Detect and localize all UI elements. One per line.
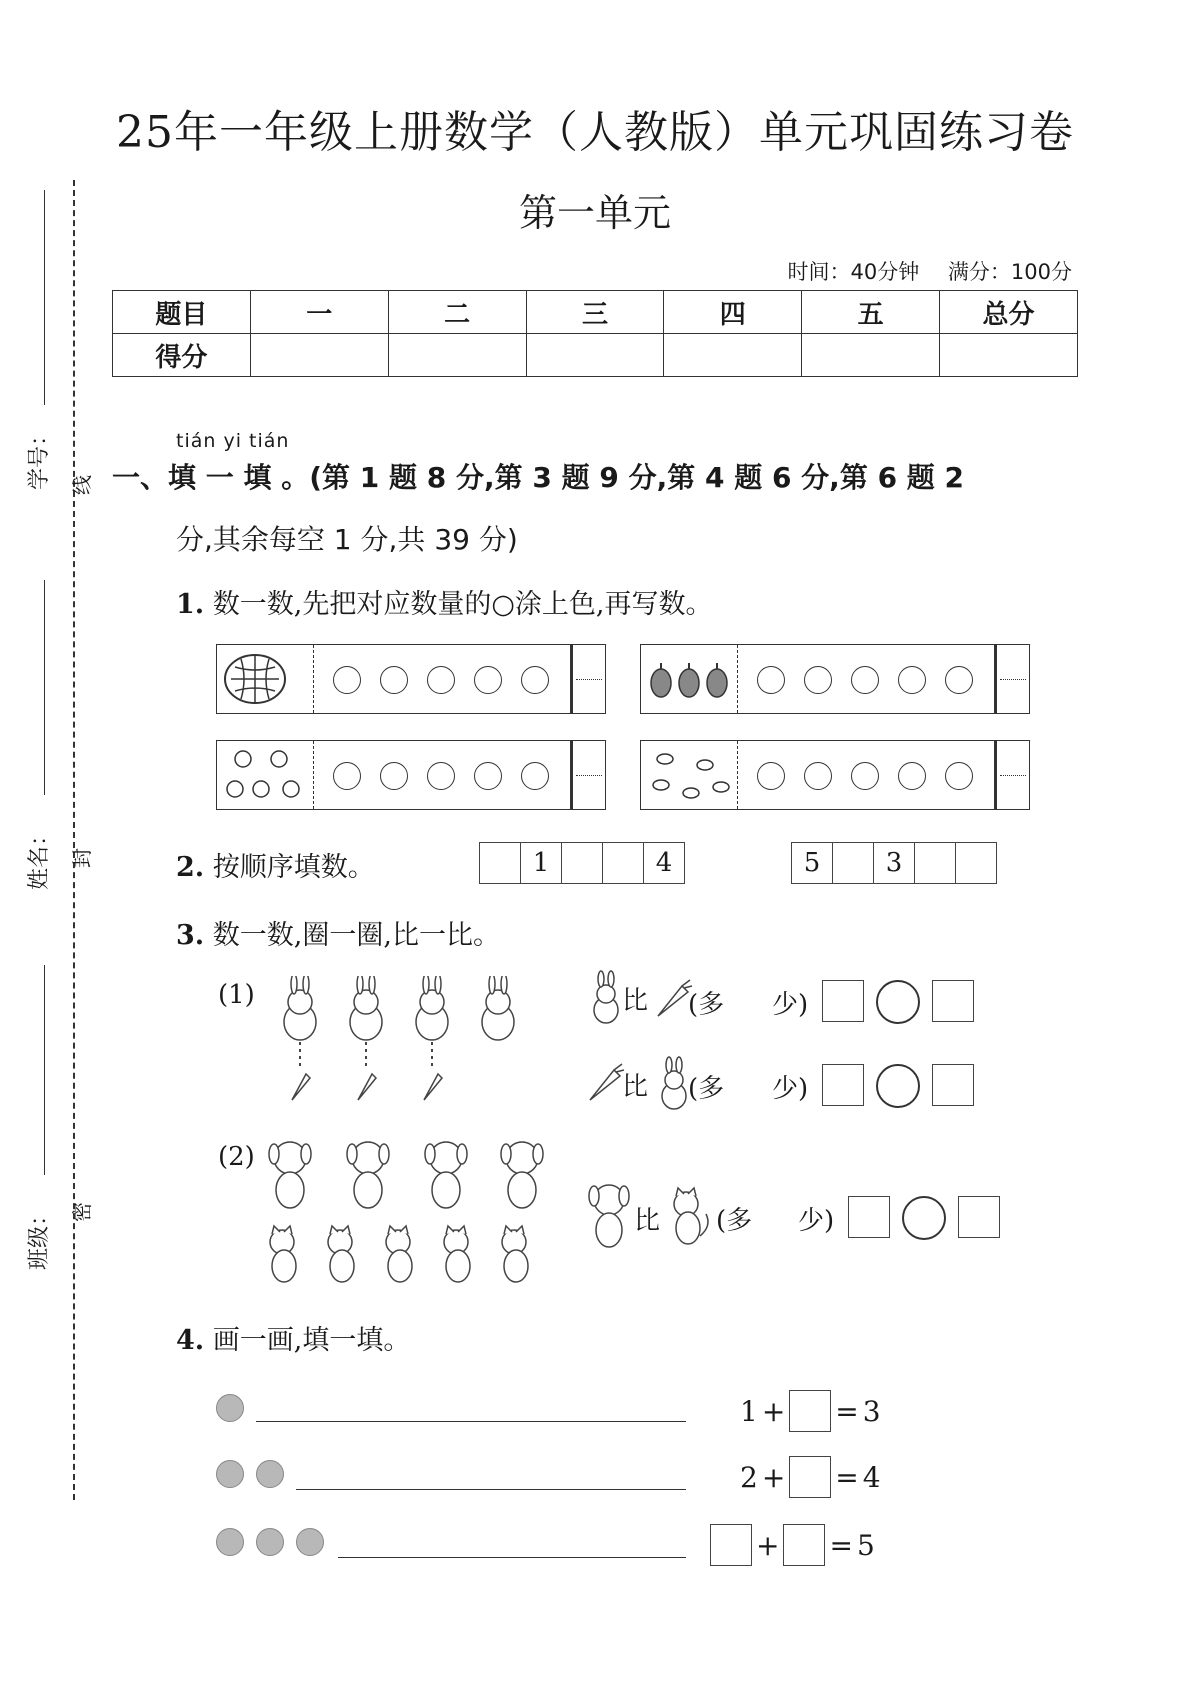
full-score: 满分：100分 — [947, 260, 1072, 284]
chick-icon — [217, 741, 314, 809]
answer-box[interactable] — [783, 1524, 825, 1566]
sequence-row-1 — [480, 842, 685, 882]
answer-box[interactable] — [822, 1064, 864, 1106]
sum: 5 — [856, 1528, 875, 1562]
class-label: 班级： — [27, 1203, 52, 1270]
answer-box[interactable] — [848, 1196, 890, 1238]
score-cell[interactable] — [250, 334, 388, 377]
sequence-cell: 3 — [873, 842, 915, 884]
score-header-cell: 五 — [802, 291, 940, 334]
section-pinyin: tián yi tián — [176, 430, 290, 452]
plus-sign: + — [761, 1460, 786, 1494]
option-more[interactable]: (多 — [688, 1074, 725, 1104]
color-circle[interactable] — [427, 666, 455, 694]
compare-circle[interactable] — [876, 1064, 920, 1108]
score-table-header-row — [113, 291, 1078, 334]
dog-icon — [582, 1180, 636, 1254]
answer-box[interactable] — [789, 1456, 831, 1498]
equation-1 — [740, 1390, 881, 1432]
color-circle[interactable] — [380, 762, 408, 790]
option-less[interactable]: 少) — [798, 1206, 835, 1236]
sequence-cell[interactable] — [602, 842, 644, 884]
name-label: 姓名： — [27, 823, 52, 890]
compare-circle[interactable] — [902, 1196, 946, 1240]
rabbit-icon — [586, 970, 626, 1030]
sequence-cell: 1 — [520, 842, 562, 884]
question-3 — [176, 913, 500, 952]
answer-box[interactable] — [932, 1064, 974, 1106]
question-text: 画一画,填一填。 — [212, 1325, 411, 1356]
answer-box[interactable] — [710, 1524, 752, 1566]
color-circle[interactable] — [427, 762, 455, 790]
count-strip-watermelon — [216, 644, 606, 714]
binding-dotted-line — [73, 180, 75, 1500]
question-number: 4. — [176, 1325, 205, 1356]
watermelon-icon — [217, 645, 314, 713]
score-row-label: 得分 — [113, 334, 251, 377]
color-circle[interactable] — [898, 666, 926, 694]
color-circle[interactable] — [521, 666, 549, 694]
score-header-cell: 四 — [664, 291, 802, 334]
score-header-cell: 一 — [250, 291, 388, 334]
section-1-heading: 一、填 一 填 。(第 1 题 8 分,第 3 题 9 分,第 4 题 6 分,第 6 题 2 — [112, 461, 965, 494]
color-circle[interactable] — [804, 762, 832, 790]
sum: 3 — [862, 1394, 881, 1428]
question-text: 数一数,先把对应数量的○涂上色,再写数。 — [212, 589, 713, 620]
sequence-cell[interactable] — [832, 842, 874, 884]
color-circle[interactable] — [804, 666, 832, 694]
color-circle[interactable] — [945, 762, 973, 790]
sequence-cell: 5 — [791, 842, 833, 884]
compare-word: 比 — [622, 1072, 649, 1102]
color-circle[interactable] — [474, 762, 502, 790]
color-circle[interactable] — [380, 666, 408, 694]
section-1-heading-cont: 分,其余每空 1 分,共 39 分) — [176, 523, 518, 556]
score-cell[interactable] — [664, 334, 802, 377]
rabbit-carrot-illustration — [270, 976, 550, 1110]
score-table — [112, 290, 1078, 377]
sum: 4 — [862, 1460, 881, 1494]
unit-subtitle: 第一单元 — [518, 191, 671, 235]
question-1 — [176, 582, 713, 621]
color-circle[interactable] — [945, 666, 973, 694]
part-1-label: (1) — [218, 980, 255, 1010]
drawing-line[interactable] — [256, 1420, 686, 1422]
color-circle[interactable] — [851, 762, 879, 790]
carrot-icon — [586, 1060, 626, 1108]
score-table-score-row — [113, 334, 1078, 377]
color-circle[interactable] — [898, 762, 926, 790]
answer-box[interactable] — [570, 645, 605, 713]
compare-circle[interactable] — [876, 980, 920, 1024]
addend: 1 — [740, 1394, 758, 1428]
exam-meta — [765, 256, 1072, 286]
score-cell[interactable] — [802, 334, 940, 377]
option-less[interactable]: 少) — [772, 1074, 809, 1104]
color-circle[interactable] — [851, 666, 879, 694]
class-blank-line — [44, 965, 45, 1175]
equation-2 — [740, 1456, 881, 1498]
gray-dot — [216, 1460, 244, 1488]
count-strip-candy — [640, 740, 1030, 810]
answer-box[interactable] — [994, 645, 1029, 713]
color-circle[interactable] — [474, 666, 502, 694]
color-circle[interactable] — [521, 762, 549, 790]
binding-mark-seal: 封 — [70, 848, 94, 868]
gray-dot — [256, 1460, 284, 1488]
score-header-cell: 二 — [388, 291, 526, 334]
question-number: 1. — [176, 589, 205, 620]
binding-mark-line: 线 — [70, 475, 94, 495]
option-more[interactable]: (多 — [716, 1206, 753, 1236]
compare-word: 比 — [622, 986, 649, 1016]
name-blank-line — [44, 580, 45, 795]
equation-3 — [710, 1524, 875, 1566]
plus-sign: + — [756, 1528, 780, 1562]
equals-sign: = — [835, 1460, 859, 1494]
addend: 2 — [740, 1460, 758, 1494]
score-header-cell: 题目 — [113, 291, 251, 334]
sequence-cell[interactable] — [914, 842, 956, 884]
question-number: 3. — [176, 920, 205, 951]
drawing-line[interactable] — [338, 1556, 686, 1558]
question-text: 按顺序填数。 — [212, 852, 375, 883]
equals-sign: = — [829, 1528, 853, 1562]
answer-box[interactable] — [570, 741, 605, 809]
gray-dot — [256, 1528, 284, 1556]
question-2 — [176, 845, 375, 884]
answer-box[interactable] — [958, 1196, 1000, 1238]
color-circle[interactable] — [757, 666, 785, 694]
compare-word: 比 — [634, 1206, 661, 1236]
plus-sign: + — [761, 1394, 786, 1428]
question-4 — [176, 1318, 410, 1357]
eggplant-icon — [641, 645, 738, 713]
candy-icon — [641, 741, 738, 809]
score-cell[interactable] — [526, 334, 664, 377]
score-header-cell: 总分 — [940, 291, 1078, 334]
color-circle[interactable] — [757, 762, 785, 790]
time-limit: 时间：40分钟 — [787, 260, 920, 284]
gray-dot — [216, 1528, 244, 1556]
score-header-cell: 三 — [526, 291, 664, 334]
score-cell[interactable] — [388, 334, 526, 377]
option-more[interactable]: (多 — [688, 990, 725, 1020]
sequence-row-2 — [792, 842, 997, 882]
page-title: 25年一年级上册数学（人教版）单元巩固练习卷 — [116, 107, 1074, 158]
student-no-label: 学号： — [27, 423, 52, 490]
option-less[interactable]: 少) — [772, 990, 809, 1020]
sequence-cell[interactable] — [479, 842, 521, 884]
sequence-cell[interactable] — [561, 842, 603, 884]
gray-dot — [296, 1528, 324, 1556]
question-number: 2. — [176, 852, 205, 883]
drawing-line[interactable] — [296, 1488, 686, 1490]
cat-icon — [666, 1186, 716, 1254]
answer-box[interactable] — [994, 741, 1029, 809]
binding-mark-secret: 密 — [70, 1202, 94, 1222]
sequence-cell[interactable] — [955, 842, 997, 884]
answer-box[interactable] — [932, 980, 974, 1022]
question-text: 数一数,圈一圈,比一比。 — [212, 920, 500, 951]
count-strip-chick — [216, 740, 606, 810]
answer-box[interactable] — [822, 980, 864, 1022]
color-circle[interactable] — [333, 762, 361, 790]
equals-sign: = — [835, 1394, 859, 1428]
sequence-cell: 4 — [643, 842, 685, 884]
score-cell[interactable] — [940, 334, 1078, 377]
count-strip-eggplant — [640, 644, 1030, 714]
part-2-label: (2) — [218, 1142, 255, 1172]
gray-dot — [216, 1394, 244, 1422]
color-circle[interactable] — [333, 666, 361, 694]
dog-cat-illustration — [262, 1138, 552, 1292]
answer-box[interactable] — [789, 1390, 831, 1432]
